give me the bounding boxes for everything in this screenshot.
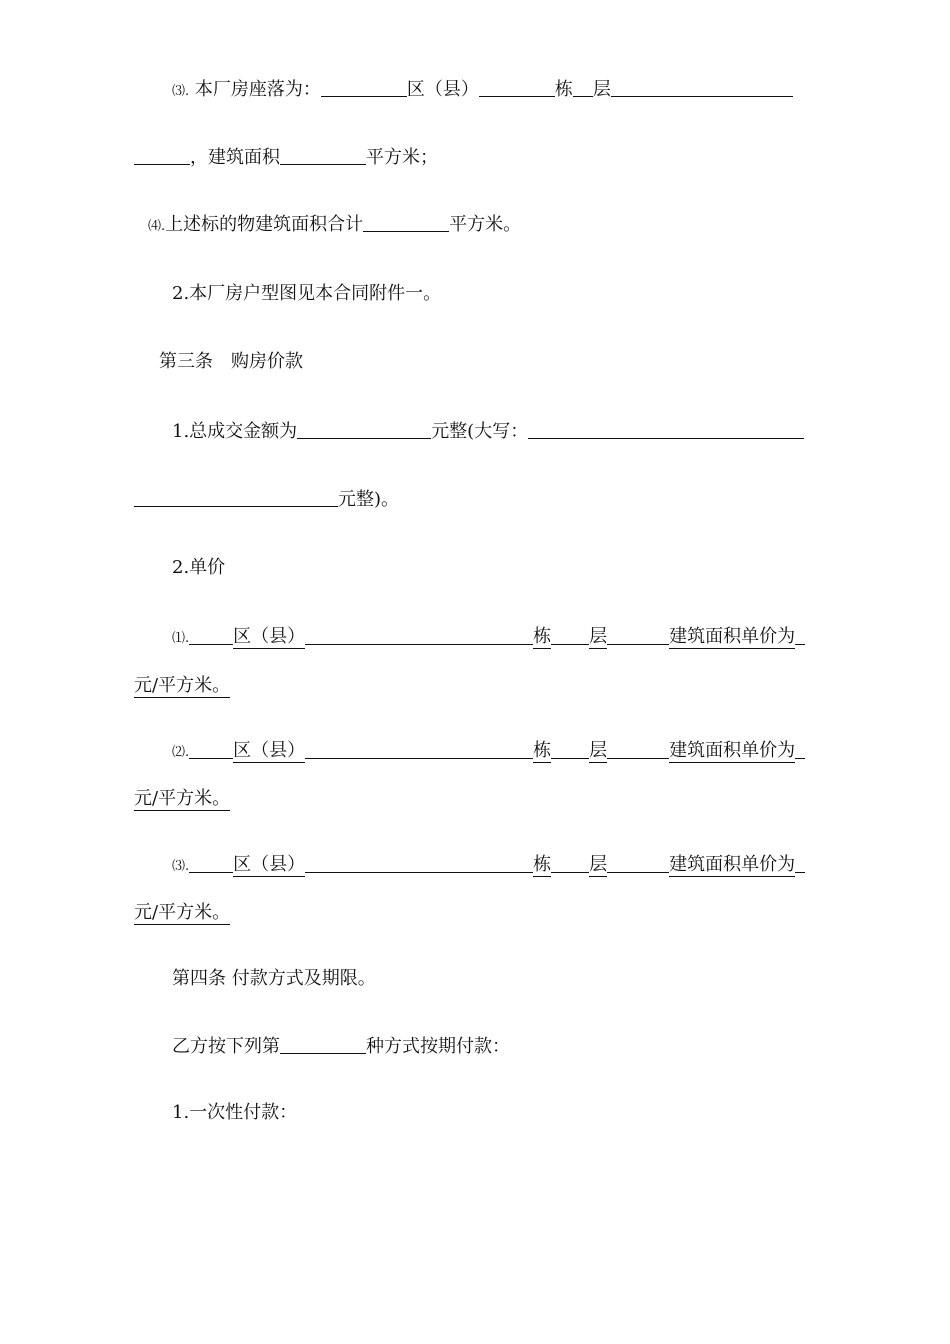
payment-method-line [172,1035,510,1059]
area-blank[interactable] [607,626,669,645]
building-label: 栋 [533,626,552,647]
district-label: 区（县） [233,740,306,761]
unit-price-item-3-unit [134,901,230,925]
unit-price-item-3 [172,853,824,877]
total-price-lead: 1.总成交金额为 [172,421,298,442]
building-label: 栋 [533,854,552,875]
payment-method-lead: 乙方按下列第 [172,1036,280,1057]
location-line-3 [172,78,793,102]
area-blank[interactable] [607,854,669,873]
unit-price-unit: 元/平方米。 [134,788,231,809]
location-detail-blank[interactable] [611,78,793,97]
unit-price-item-1 [172,625,824,649]
total-price-mid: 元整(大写： [431,421,529,442]
location-detail-blank-cont[interactable] [134,146,190,165]
unit-price-heading: 2.单价 [172,557,226,578]
district-label: 区（县） [233,854,306,875]
building-blank[interactable] [479,78,555,97]
total-area-unit: 平方米。 [449,214,522,235]
unit-price-label: 建筑面积单价为 [669,740,796,761]
area-separator: ， [190,147,208,168]
floor-blank[interactable] [551,626,589,645]
unit-price-item-1-unit [134,674,230,698]
item-number: ⑵. [172,745,190,760]
total-price-words-line [134,488,399,512]
floor-label: 层 [589,626,608,647]
payment-method-tail: 种方式按期付款： [366,1036,510,1057]
item-number: ⑶. [172,84,190,99]
layout-note: 2.本厂房户型图见本合同附件一。 [172,283,442,304]
location-lead: 本厂房座落为： [194,79,321,100]
unit-price-label: 建筑面积单价为 [669,854,796,875]
building-label: 栋 [533,740,552,761]
district-label: 区（县） [233,626,306,647]
total-price-end: 元整)。 [338,489,400,510]
floor-blank[interactable] [551,740,589,759]
floor-blank[interactable] [551,854,589,873]
unit-price-unit: 元/平方米。 [134,902,231,923]
lump-sum-heading: 1.一次性付款： [172,1102,298,1123]
unit-price-item-2 [172,739,824,763]
unit-price-unit: 元/平方米。 [134,675,231,696]
floor-label: 层 [589,854,608,875]
total-area-blank[interactable] [363,213,449,232]
article-3-title: 第三条 购房价款 [159,351,303,372]
building-label: 栋 [554,79,573,100]
area-blank[interactable] [280,146,366,165]
floor-label: 层 [592,79,611,100]
total-area-line [148,213,521,237]
area-unit: 平方米； [366,147,438,168]
total-price-words-blank[interactable] [528,420,804,439]
district-blank[interactable] [305,626,533,645]
district-blank[interactable] [321,78,407,97]
floor-label: 层 [589,740,608,761]
article-4-title: 第四条 付款方式及期限。 [172,968,376,989]
district-label: 区（县） [406,79,479,100]
area-line [134,146,438,170]
total-area-lead: 上述标的物建筑面积合计 [165,214,364,235]
payment-method-blank[interactable] [280,1035,366,1054]
area-label: 建筑面积 [208,147,280,168]
unit-price-item-2-unit [134,787,230,811]
total-price-line [172,420,804,444]
item-number: ⑷. [148,219,166,234]
area-blank[interactable] [607,740,669,759]
total-price-blank[interactable] [297,420,431,439]
floor-blank[interactable] [573,78,593,97]
district-blank[interactable] [305,854,533,873]
total-price-words-blank-cont[interactable] [134,488,338,507]
district-blank[interactable] [305,740,533,759]
item-number: ⑴. [172,631,190,646]
item-number: ⑶. [172,859,190,874]
unit-price-label: 建筑面积单价为 [669,626,796,647]
